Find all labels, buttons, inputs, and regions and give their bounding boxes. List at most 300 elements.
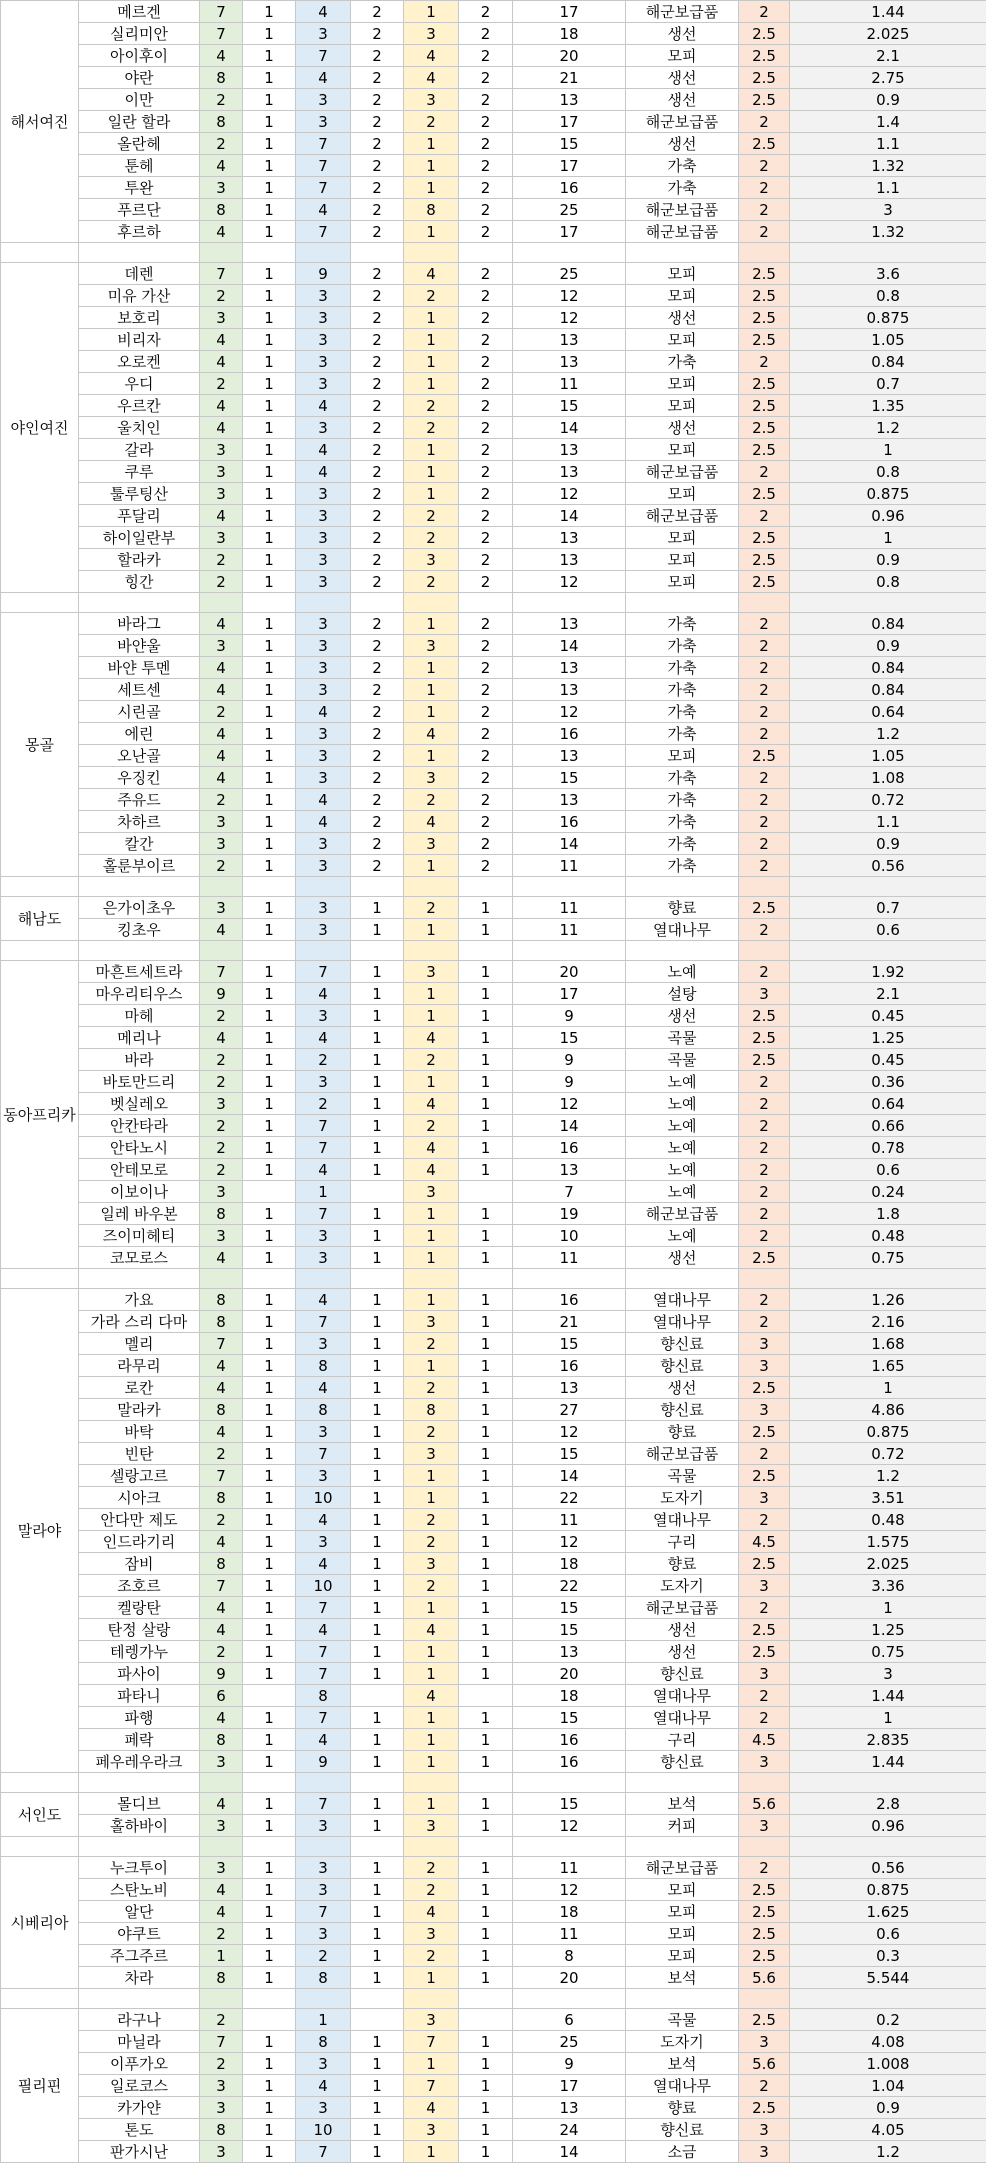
value-cell: 4 [296,1027,351,1049]
value-cell: 2 [351,701,404,723]
value-cell: 3 [200,483,243,505]
trade-good-cell: 모피 [626,1945,739,1967]
value-cell: 1 [351,1857,404,1879]
value-cell: 1 [459,1159,513,1181]
province-name: 야란 [79,67,200,89]
table-row [1,221,986,243]
income-cell: 4.05 [790,2119,986,2141]
price-cell: 2.5 [739,285,790,307]
table-row [1,855,986,877]
trade-good-cell: 생선 [626,67,739,89]
value-cell: 4 [404,1685,459,1707]
value-cell: 2 [200,2009,243,2031]
value-cell: 3 [200,461,243,483]
table-row [1,549,986,571]
value-cell: 3 [296,919,351,941]
value-cell: 1 [243,1,296,23]
value-cell: 4 [200,417,243,439]
value-cell: 1 [459,1203,513,1225]
value-cell: 14 [513,1115,626,1137]
province-name: 우디 [79,373,200,395]
value-cell: 2 [200,1071,243,1093]
value-cell: 1 [243,133,296,155]
value-cell: 1 [404,1707,459,1729]
value-cell: 3 [296,1465,351,1487]
value-cell: 2 [459,811,513,833]
spacer-row [1,593,986,613]
value-cell: 2 [351,723,404,745]
income-cell: 2.1 [790,983,986,1005]
trade-good-cell: 모피 [626,395,739,417]
price-cell: 5.6 [739,2053,790,2075]
value-cell: 1 [351,1553,404,1575]
value-cell: 4 [296,1509,351,1531]
price-cell: 2.5 [739,417,790,439]
value-cell: 1 [243,1093,296,1115]
income-cell: 0.7 [790,897,986,919]
empty-cell [404,1773,459,1793]
table-row [1,1857,986,1879]
value-cell: 15 [513,1443,626,1465]
value-cell: 8 [296,1967,351,1989]
value-cell: 4 [404,723,459,745]
value-cell: 7 [296,133,351,155]
province-name: 톤도 [79,2119,200,2141]
value-cell: 1 [459,1857,513,1879]
value-cell: 1 [243,263,296,285]
value-cell: 2 [200,1137,243,1159]
value-cell: 3 [296,351,351,373]
province-name: 일레 바우본 [79,1203,200,1225]
value-cell: 4 [200,1597,243,1619]
province-name: 에린 [79,723,200,745]
price-cell: 2.5 [739,133,790,155]
value-cell: 1 [459,1531,513,1553]
value-cell: 1 [459,2053,513,2075]
trade-good-cell: 향신료 [626,1355,739,1377]
province-name: 이푸가오 [79,2053,200,2075]
income-cell: 3.6 [790,263,986,285]
income-cell: 5.544 [790,1967,986,1989]
price-cell: 2 [739,855,790,877]
province-name: 주유드 [79,789,200,811]
price-cell: 2 [739,1203,790,1225]
value-cell: 15 [513,1333,626,1355]
empty-cell [626,593,739,613]
value-cell: 1 [404,1751,459,1773]
table-row [1,1071,986,1093]
value-cell: 3 [296,897,351,919]
value-cell: 1 [351,1027,404,1049]
value-cell: 1 [459,1247,513,1269]
value-cell: 1 [459,1071,513,1093]
value-cell: 11 [513,1509,626,1531]
empty-cell [513,593,626,613]
value-cell: 8 [404,199,459,221]
empty-cell [459,593,513,613]
empty-cell [626,877,739,897]
value-cell: 1 [351,919,404,941]
income-cell: 0.66 [790,1115,986,1137]
value-cell: 1 [243,723,296,745]
province-name: 즈이미헤티 [79,1225,200,1247]
income-cell: 0.56 [790,855,986,877]
table-row [1,177,986,199]
value-cell: 3 [296,2097,351,2119]
province-name: 쿠루 [79,461,200,483]
income-cell: 0.9 [790,833,986,855]
province-name: 오난골 [79,745,200,767]
table-row [1,89,986,111]
table-row [1,23,986,45]
value-cell: 1 [351,1597,404,1619]
value-cell: 15 [513,767,626,789]
value-cell: 1 [351,1377,404,1399]
value-cell: 2 [351,199,404,221]
value-cell: 2 [404,285,459,307]
price-cell: 2 [739,613,790,635]
empty-cell [243,243,296,263]
table-row [1,1553,986,1575]
value-cell: 2 [459,67,513,89]
value-cell: 1 [243,1247,296,1269]
value-cell: 1 [243,1421,296,1443]
price-cell: 2.5 [739,67,790,89]
value-cell: 1 [351,1421,404,1443]
value-cell: 8 [200,1399,243,1421]
empty-cell [243,941,296,961]
income-cell: 2.1 [790,45,986,67]
value-cell: 1 [351,1355,404,1377]
value-cell: 2 [459,351,513,373]
value-cell [243,1685,296,1707]
value-cell: 13 [513,1377,626,1399]
price-cell: 2.5 [739,373,790,395]
value-cell: 3 [296,1857,351,1879]
trade-good-cell: 향료 [626,1421,739,1443]
trade-good-cell: 커피 [626,1815,739,1837]
province-name: 마닐라 [79,2031,200,2053]
value-cell: 1 [243,657,296,679]
province-name: 스탄노비 [79,1879,200,1901]
value-cell: 1 [404,1729,459,1751]
table-row [1,1597,986,1619]
table-row [1,527,986,549]
value-cell: 12 [513,1421,626,1443]
value-cell: 4 [200,395,243,417]
price-cell: 2.5 [739,1945,790,1967]
value-cell: 4 [404,1137,459,1159]
empty-cell [351,941,404,961]
table-row [1,351,986,373]
value-cell: 15 [513,133,626,155]
value-cell: 1 [243,1027,296,1049]
value-cell: 1 [404,1487,459,1509]
income-cell: 0.6 [790,919,986,941]
value-cell: 7 [296,961,351,983]
price-cell: 4.5 [739,1729,790,1751]
income-cell: 1.1 [790,133,986,155]
empty-cell [739,1989,790,2009]
income-cell: 0.24 [790,1181,986,1203]
trade-good-cell: 향신료 [626,1751,739,1773]
value-cell: 13 [513,789,626,811]
value-cell: 4 [200,679,243,701]
province-name: 멜리 [79,1333,200,1355]
value-cell: 2 [351,613,404,635]
value-cell: 2 [404,417,459,439]
value-cell: 1 [459,897,513,919]
empty-cell [626,941,739,961]
value-cell: 13 [513,613,626,635]
value-cell: 2 [459,111,513,133]
empty-cell [739,243,790,263]
table-row [1,263,986,285]
income-cell: 0.8 [790,571,986,593]
value-cell: 7 [296,2141,351,2163]
value-cell: 13 [513,679,626,701]
table-row [1,1115,986,1137]
price-cell: 2 [739,1093,790,1115]
empty-cell [404,1269,459,1289]
value-cell: 2 [351,439,404,461]
price-cell: 2 [739,1707,790,1729]
province-name: 울치인 [79,417,200,439]
value-cell: 4 [200,1707,243,1729]
income-cell: 3 [790,1663,986,1685]
value-cell: 1 [351,897,404,919]
income-cell: 1.44 [790,1685,986,1707]
value-cell: 14 [513,505,626,527]
value-cell: 1 [243,417,296,439]
income-cell: 1.26 [790,1289,986,1311]
value-cell: 1 [243,1465,296,1487]
value-cell: 1 [351,2053,404,2075]
province-name: 인드라기리 [79,1531,200,1553]
value-cell: 1 [351,1879,404,1901]
table-row [1,897,986,919]
income-cell: 0.9 [790,2097,986,2119]
value-cell: 2 [404,1575,459,1597]
price-cell: 4.5 [739,1531,790,1553]
price-cell: 2 [739,961,790,983]
value-cell: 6 [513,2009,626,2031]
table-row [1,1247,986,1269]
value-cell: 8 [200,199,243,221]
value-cell: 2 [459,1,513,23]
price-cell: 2 [739,1159,790,1181]
table-row [1,679,986,701]
value-cell: 1 [404,1793,459,1815]
value-cell: 4 [200,745,243,767]
province-name: 메르겐 [79,1,200,23]
value-cell: 1 [404,221,459,243]
trade-good-cell: 모피 [626,549,739,571]
value-cell: 1 [243,89,296,111]
value-cell: 1 [459,1597,513,1619]
value-cell [351,1685,404,1707]
value-cell: 3 [200,1751,243,1773]
income-cell: 0.84 [790,657,986,679]
province-name: 카가얀 [79,2097,200,2119]
value-cell: 2 [351,527,404,549]
trade-good-cell: 모피 [626,45,739,67]
value-cell: 1 [459,1225,513,1247]
value-cell: 1 [459,1289,513,1311]
income-cell: 1.44 [790,1,986,23]
value-cell: 4 [296,2075,351,2097]
price-cell: 2.5 [739,1619,790,1641]
value-cell: 1 [351,1793,404,1815]
table-row [1,789,986,811]
value-cell: 2 [200,549,243,571]
trade-good-cell: 모피 [626,571,739,593]
value-cell: 13 [513,1159,626,1181]
trade-good-cell: 생선 [626,1377,739,1399]
value-cell: 1 [351,1465,404,1487]
value-cell: 1 [404,439,459,461]
price-cell: 2 [739,635,790,657]
value-cell: 2 [459,613,513,635]
value-cell: 3 [296,635,351,657]
value-cell: 8 [200,1289,243,1311]
trade-good-cell: 향신료 [626,2119,739,2141]
value-cell: 2 [459,417,513,439]
value-cell: 25 [513,263,626,285]
price-cell: 2 [739,789,790,811]
value-cell: 1 [351,1967,404,1989]
value-cell: 1 [243,1311,296,1333]
value-cell: 17 [513,1,626,23]
value-cell: 11 [513,897,626,919]
value-cell: 7 [296,1115,351,1137]
income-cell: 1.25 [790,1027,986,1049]
value-cell: 4 [296,1553,351,1575]
value-cell: 12 [513,571,626,593]
value-cell: 1 [243,395,296,417]
value-cell: 7 [200,1,243,23]
value-cell: 4 [296,439,351,461]
value-cell: 12 [513,1879,626,1901]
trade-good-cell: 해군보급품 [626,1597,739,1619]
table-row [1,2075,986,2097]
value-cell: 20 [513,1967,626,1989]
province-name: 보호리 [79,307,200,329]
value-cell: 2 [200,373,243,395]
province-name: 벳실레오 [79,1093,200,1115]
value-cell: 17 [513,155,626,177]
price-cell: 2 [739,1071,790,1093]
price-cell: 2 [739,1225,790,1247]
value-cell: 2 [459,483,513,505]
value-cell: 3 [200,811,243,833]
trade-good-cell: 모피 [626,1879,739,1901]
price-cell: 2 [739,155,790,177]
value-cell: 3 [296,1005,351,1027]
value-cell: 1 [243,1333,296,1355]
income-cell: 0.45 [790,1005,986,1027]
province-name: 바얀 투멘 [79,657,200,679]
province-name: 메리나 [79,1027,200,1049]
income-cell: 0.45 [790,1049,986,1071]
value-cell: 1 [404,1225,459,1247]
province-name: 라무리 [79,1355,200,1377]
value-cell: 1 [404,1247,459,1269]
trade-good-cell: 가축 [626,833,739,855]
value-cell: 2 [404,1421,459,1443]
value-cell: 1 [243,1901,296,1923]
price-cell: 5.6 [739,1967,790,1989]
value-cell: 1 [351,1575,404,1597]
empty-cell [790,593,986,613]
empty-cell [296,1773,351,1793]
income-cell: 0.7 [790,373,986,395]
value-cell: 15 [513,1027,626,1049]
value-cell: 3 [296,505,351,527]
empty-cell [79,243,200,263]
value-cell: 1 [243,855,296,877]
value-cell: 4 [404,2097,459,2119]
empty-cell [351,1773,404,1793]
value-cell: 2 [459,745,513,767]
table-row [1,373,986,395]
value-cell: 1 [459,1487,513,1509]
value-cell: 2 [351,177,404,199]
value-cell: 4 [296,1619,351,1641]
empty-cell [79,1837,200,1857]
trade-good-cell: 노예 [626,1159,739,1181]
value-cell: 1 [404,1967,459,1989]
value-cell: 2 [351,811,404,833]
value-cell: 11 [513,1247,626,1269]
table-row [1,571,986,593]
value-cell: 2 [459,439,513,461]
trade-good-cell: 가축 [626,767,739,789]
value-cell: 3 [296,855,351,877]
value-cell: 1 [404,1289,459,1311]
value-cell: 1 [404,177,459,199]
empty-cell [351,877,404,897]
value-cell: 3 [404,833,459,855]
trade-good-cell: 노예 [626,1071,739,1093]
trade-good-cell: 생선 [626,1247,739,1269]
value-cell: 25 [513,199,626,221]
empty-cell [513,1773,626,1793]
empty-cell [79,1773,200,1793]
price-cell: 3 [739,1399,790,1421]
value-cell: 2 [459,373,513,395]
table-row [1,833,986,855]
price-cell: 2 [739,1137,790,1159]
value-cell: 7 [296,45,351,67]
income-cell: 0.48 [790,1225,986,1247]
value-cell: 1 [351,2075,404,2097]
empty-cell [739,877,790,897]
empty-cell [404,877,459,897]
value-cell: 2 [351,133,404,155]
value-cell: 4 [200,329,243,351]
value-cell: 1 [351,1159,404,1181]
value-cell: 1 [243,1641,296,1663]
value-cell: 4 [296,1377,351,1399]
empty-cell [626,1837,739,1857]
value-cell: 8 [296,1399,351,1421]
income-cell: 0.9 [790,549,986,571]
region-name: 몽골 [1,613,79,877]
price-cell: 2 [739,177,790,199]
value-cell: 20 [513,1663,626,1685]
income-cell: 0.2 [790,2009,986,2031]
